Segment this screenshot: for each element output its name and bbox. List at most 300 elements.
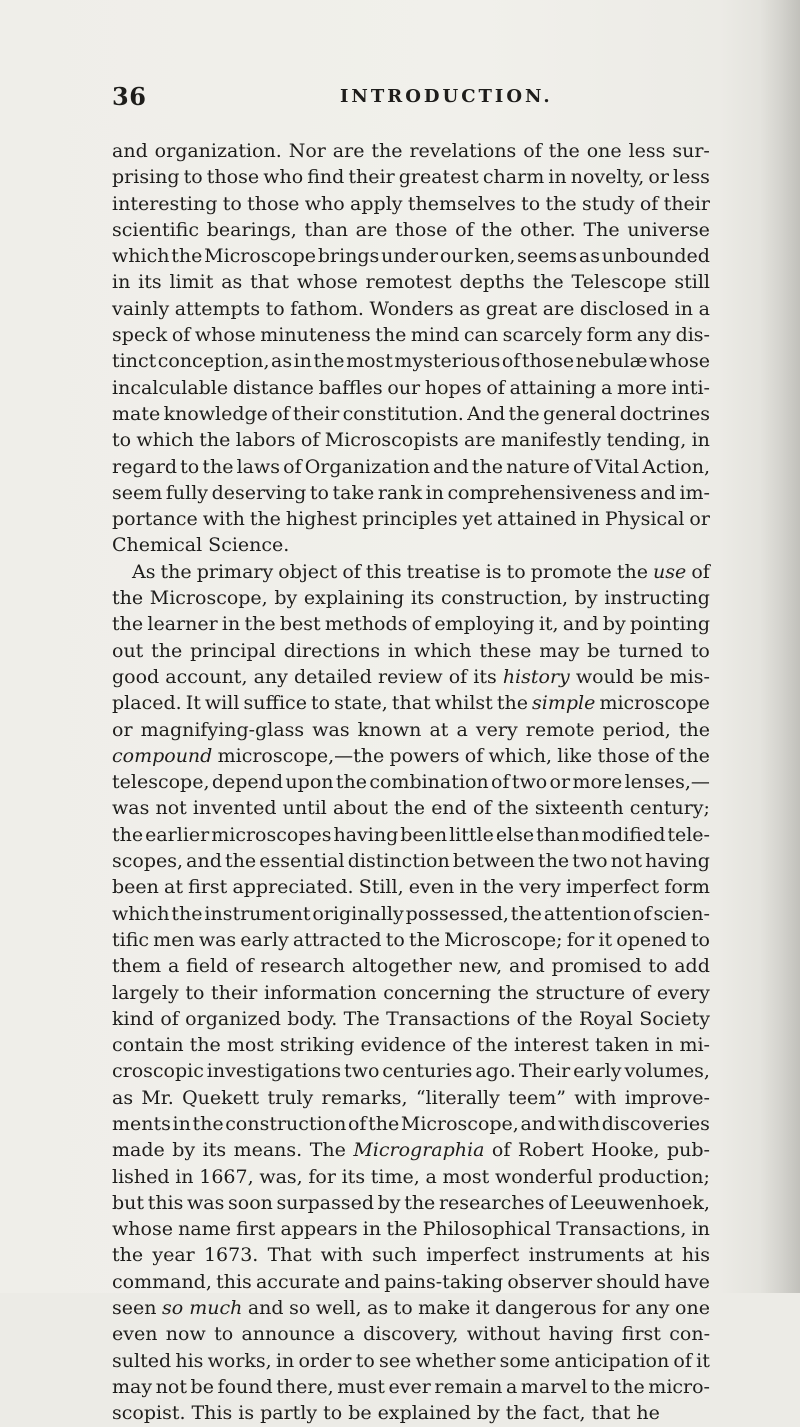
word: modified — [581, 823, 666, 846]
word: by — [602, 613, 626, 636]
word: without — [466, 1323, 541, 1346]
word: whose — [112, 1218, 173, 1241]
word: the — [678, 718, 710, 741]
word: form — [664, 876, 710, 899]
word: dangerous — [494, 1297, 597, 1320]
word: highest — [285, 508, 358, 531]
word: placed. — [112, 692, 182, 715]
word: the — [678, 744, 710, 767]
word: the — [112, 587, 144, 610]
word: 1667, — [199, 1165, 254, 1188]
word: to — [385, 928, 405, 951]
word: the — [244, 613, 276, 636]
word: are — [355, 218, 388, 241]
word: and — [433, 455, 469, 478]
word: Micrographia — [353, 1139, 485, 1162]
word: their — [211, 981, 258, 1004]
word: imperfect — [566, 876, 660, 899]
word: under — [381, 245, 439, 268]
word: explained — [377, 1402, 471, 1425]
word: greatest — [398, 166, 479, 189]
word: interest — [513, 1034, 589, 1057]
word: for — [602, 1297, 630, 1320]
word: observer — [507, 1270, 593, 1293]
word: scientific — [112, 218, 199, 241]
word: Microscopists — [324, 429, 459, 452]
word: order — [298, 1349, 352, 1372]
word: two — [572, 850, 608, 873]
word: nebulæ — [575, 350, 648, 373]
word: anticipation — [554, 1349, 670, 1372]
word: of — [673, 1349, 692, 1372]
word: tele- — [667, 823, 710, 846]
word: those — [521, 350, 575, 373]
word: of — [347, 1112, 367, 1135]
word: the — [371, 140, 403, 162]
word: the — [510, 902, 542, 925]
word: teem” — [508, 1086, 566, 1109]
word: incalculable — [112, 376, 229, 399]
word: seem — [112, 481, 163, 504]
word: investigations — [206, 1060, 342, 1083]
word: rank — [377, 481, 422, 504]
word: in — [362, 1218, 382, 1241]
word: of — [472, 797, 492, 820]
word: The — [583, 218, 620, 241]
word: to — [112, 429, 132, 452]
word: tific — [112, 928, 150, 951]
word: having — [645, 850, 710, 873]
word: about — [333, 797, 388, 820]
word: constitution. — [342, 402, 464, 425]
word: contain — [112, 1034, 184, 1057]
text-line — [112, 480, 710, 506]
word: Transactions — [386, 1007, 511, 1030]
word: be — [640, 665, 664, 688]
word: for — [308, 1165, 336, 1188]
word: as — [459, 297, 481, 320]
word: the — [508, 402, 540, 425]
word: most — [442, 1165, 490, 1188]
word: inti- — [671, 376, 710, 399]
word: our — [439, 245, 473, 268]
word: of — [411, 613, 431, 636]
word: its — [410, 587, 435, 610]
word: remarks, — [321, 1086, 408, 1109]
word: the — [481, 218, 513, 241]
word: in — [425, 481, 444, 504]
word: in — [172, 1112, 191, 1135]
word: brings — [317, 245, 380, 268]
running-head: INTRODUCTION. — [340, 86, 553, 107]
word: until — [282, 797, 327, 820]
word: every — [656, 981, 710, 1004]
word: having — [333, 823, 399, 846]
word: very — [519, 876, 561, 899]
word: of — [523, 140, 542, 162]
text-line — [112, 1085, 710, 1111]
word: else — [495, 823, 535, 846]
word: concerning — [383, 981, 492, 1004]
word: by — [377, 1191, 401, 1214]
word: lished — [112, 1165, 170, 1188]
word: by — [274, 587, 298, 610]
word: the — [548, 140, 580, 162]
word: there, — [276, 1375, 334, 1398]
text-line — [112, 1058, 710, 1084]
text-line — [112, 243, 710, 269]
word: its — [202, 1139, 227, 1162]
text-line — [112, 1032, 710, 1058]
word: Wonders — [369, 297, 454, 320]
word: with — [557, 1112, 601, 1135]
text-line — [112, 532, 710, 558]
word: scopist. — [112, 1402, 186, 1425]
word: century; — [629, 797, 710, 820]
word: been — [112, 876, 159, 899]
word: Nor — [288, 140, 326, 162]
word: suffice — [243, 692, 307, 715]
word: is — [485, 560, 502, 583]
word: attained — [497, 508, 577, 531]
word: that — [250, 271, 289, 294]
word: more — [617, 376, 667, 399]
word: early — [240, 928, 289, 951]
word: may — [112, 1375, 153, 1398]
word: end — [431, 797, 467, 820]
word: the — [225, 850, 257, 873]
word: ments — [112, 1112, 171, 1135]
word: as — [271, 350, 293, 373]
word: whether — [415, 1349, 496, 1372]
text-line — [112, 664, 710, 690]
word: two — [511, 771, 548, 794]
word: and — [640, 481, 676, 504]
word: the — [112, 823, 144, 846]
word: Organization — [304, 455, 430, 478]
word: of — [448, 665, 468, 688]
word: whilst — [434, 692, 493, 715]
word: research — [260, 955, 345, 978]
word: vainly — [112, 297, 170, 320]
word: more — [572, 771, 623, 794]
page-number: 36 — [112, 82, 147, 111]
word: his — [681, 1244, 710, 1267]
word: who — [304, 192, 345, 215]
word: upon — [285, 771, 334, 794]
text-line — [112, 559, 710, 585]
word: the — [151, 639, 183, 662]
word: and — [509, 955, 545, 978]
word: mind — [410, 324, 460, 347]
word: ken, — [474, 245, 516, 268]
word: attempts — [174, 297, 261, 320]
word: most — [226, 1034, 274, 1057]
word: which, — [488, 744, 552, 767]
word: discoveries — [601, 1112, 710, 1135]
word: this — [216, 1270, 252, 1293]
word: found — [217, 1375, 273, 1398]
word: those — [395, 218, 448, 241]
word: That — [267, 1244, 312, 1267]
word: and — [562, 613, 599, 636]
word: to — [309, 481, 329, 504]
word: the — [545, 192, 577, 215]
word: scien- — [653, 902, 710, 925]
word: appears — [280, 1218, 358, 1241]
word: Science. — [208, 534, 290, 557]
word: and — [520, 1112, 557, 1135]
word: the — [482, 876, 514, 899]
word: was — [198, 928, 237, 951]
word: in — [112, 271, 131, 294]
word: add — [674, 955, 710, 978]
page-edge-shadow — [760, 0, 800, 1293]
word: the — [112, 613, 144, 636]
word: to — [355, 1349, 375, 1372]
word: attention — [543, 902, 632, 925]
word: im- — [679, 481, 710, 504]
word: micro- — [648, 1375, 710, 1398]
word: the — [541, 1007, 573, 1030]
word: organized — [185, 1007, 281, 1030]
word: first — [621, 1323, 661, 1346]
word: those — [597, 744, 650, 767]
word: been — [400, 823, 448, 846]
word: possessed, — [405, 902, 509, 925]
word: Vital — [594, 455, 640, 478]
text-line — [112, 1348, 710, 1374]
word: essential — [259, 850, 345, 873]
word: evidence — [360, 1034, 447, 1057]
word: to — [183, 166, 203, 189]
word: con- — [669, 1323, 710, 1346]
word: even — [408, 876, 455, 899]
word: earlier — [145, 823, 210, 846]
word: to — [690, 928, 710, 951]
word: works, — [207, 1349, 272, 1372]
text-line — [112, 427, 710, 453]
word: its — [138, 271, 162, 294]
word: organization. — [154, 140, 282, 162]
word: construction — [225, 1112, 347, 1135]
word: will — [204, 692, 240, 715]
word: combination — [369, 771, 489, 794]
word: the — [202, 455, 234, 478]
word: of — [639, 192, 659, 215]
word: one — [675, 1297, 710, 1320]
word: limit — [169, 271, 214, 294]
word: 1673. — [203, 1244, 259, 1267]
word: minuteness — [260, 324, 371, 347]
text-line — [112, 348, 710, 374]
word: history — [502, 665, 570, 688]
word: a — [425, 1165, 437, 1188]
word: centuries — [382, 1060, 473, 1083]
word: in — [459, 876, 478, 899]
word: who — [263, 166, 304, 189]
word: doctrines — [619, 402, 710, 425]
word: altogether — [351, 955, 452, 978]
word: information — [263, 981, 377, 1004]
word: whose — [194, 324, 256, 347]
word: Microscope, — [149, 587, 268, 610]
word: imperfect — [426, 1244, 520, 1267]
word: he — [636, 1402, 660, 1425]
word: baffles — [318, 376, 383, 399]
word: pub- — [666, 1139, 710, 1162]
word: treatise — [406, 560, 481, 583]
word: should — [596, 1270, 661, 1293]
word: which — [112, 245, 170, 268]
word: not — [155, 1375, 187, 1398]
text-line — [112, 1111, 710, 1137]
text-line — [112, 1006, 710, 1032]
word: use — [653, 560, 687, 583]
text-line — [112, 1321, 710, 1347]
word: see — [379, 1349, 412, 1372]
word: which — [136, 429, 194, 452]
word: having — [548, 1323, 614, 1346]
word: pointing — [629, 613, 710, 636]
word: but — [112, 1191, 145, 1214]
text-line — [112, 690, 710, 716]
word: fully — [165, 481, 208, 504]
word: is — [238, 1402, 255, 1425]
word: the — [532, 271, 564, 294]
word: portance — [112, 508, 198, 531]
word: less — [673, 166, 710, 189]
word: not — [610, 850, 643, 873]
word: largely — [112, 981, 179, 1004]
word: than — [536, 823, 580, 846]
word: by — [574, 587, 598, 610]
text-line — [112, 322, 710, 348]
word: sixteenth — [534, 797, 624, 820]
word: the — [112, 1244, 144, 1267]
word: the — [408, 928, 441, 951]
text-line — [112, 217, 710, 243]
word: construction, — [440, 587, 569, 610]
word: in — [293, 350, 312, 373]
word: it — [598, 928, 613, 951]
word: men — [153, 928, 195, 951]
word: to — [323, 1402, 343, 1425]
word: by — [476, 1402, 500, 1425]
word: deserving — [211, 481, 307, 504]
word: learner — [147, 613, 218, 636]
word: seen — [112, 1297, 157, 1320]
word: The — [309, 1139, 346, 1162]
word: of — [342, 560, 361, 583]
word: with — [574, 1086, 617, 1109]
word: with — [320, 1244, 363, 1267]
word: the — [160, 560, 192, 583]
word: be — [190, 1375, 214, 1398]
text-line — [112, 375, 710, 401]
word: Royal — [578, 1007, 633, 1030]
word: field — [186, 955, 229, 978]
text-line — [112, 1269, 710, 1295]
word: The — [343, 1007, 380, 1030]
word: of — [300, 429, 320, 452]
word: the — [335, 771, 367, 794]
word: so — [289, 1297, 311, 1320]
text-line — [112, 743, 710, 769]
word: that — [391, 692, 431, 715]
word: the — [471, 455, 503, 478]
word: prising — [112, 166, 180, 189]
word: and — [112, 140, 148, 162]
word: knowledge — [163, 402, 268, 425]
word: the — [505, 1402, 537, 1425]
word: as — [367, 1297, 389, 1320]
word: remotest — [365, 271, 452, 294]
word: take — [332, 481, 375, 504]
word: make — [418, 1297, 471, 1320]
word: any — [636, 324, 672, 347]
text-line — [112, 638, 710, 664]
word: sur- — [672, 140, 710, 162]
word: croscopic — [112, 1060, 204, 1083]
text-line — [112, 874, 710, 900]
text-line — [112, 1400, 710, 1426]
word: Quekett — [182, 1086, 260, 1109]
word: of — [491, 771, 510, 794]
word: those — [206, 166, 260, 189]
word: soon — [228, 1191, 273, 1214]
word: any — [253, 665, 288, 688]
word: in — [691, 429, 710, 452]
word: the — [613, 1375, 645, 1398]
word: was — [112, 797, 150, 820]
word: the — [476, 1034, 508, 1057]
text-line — [112, 585, 710, 611]
word: of — [486, 376, 505, 399]
word: manifestly — [500, 429, 602, 452]
word: in — [548, 166, 567, 189]
word: Transactions, — [556, 1218, 687, 1241]
word: in — [581, 508, 600, 531]
word: detailed — [293, 665, 372, 688]
word: which — [414, 639, 472, 662]
word: “literally — [415, 1086, 500, 1109]
word: period, — [602, 718, 671, 741]
word: in — [275, 1349, 295, 1372]
word: surpassed — [276, 1191, 374, 1214]
word: their — [348, 166, 395, 189]
word: compound — [112, 744, 213, 767]
word: of — [548, 1191, 567, 1214]
word: and — [344, 1270, 381, 1293]
word: name — [178, 1218, 231, 1241]
text-line — [112, 1216, 710, 1242]
word: like — [557, 744, 593, 767]
word: instruments — [528, 1244, 645, 1267]
word: year — [152, 1244, 195, 1267]
word: to — [311, 692, 331, 715]
word: the — [537, 850, 570, 873]
word: to — [180, 455, 200, 478]
word: of — [691, 560, 710, 583]
word: tinct — [112, 350, 157, 373]
word: a — [343, 1323, 355, 1346]
word: appreciated. — [232, 876, 354, 899]
word: the — [313, 350, 345, 373]
word: still — [674, 271, 710, 294]
word: as — [578, 245, 601, 268]
text-line — [112, 611, 710, 637]
